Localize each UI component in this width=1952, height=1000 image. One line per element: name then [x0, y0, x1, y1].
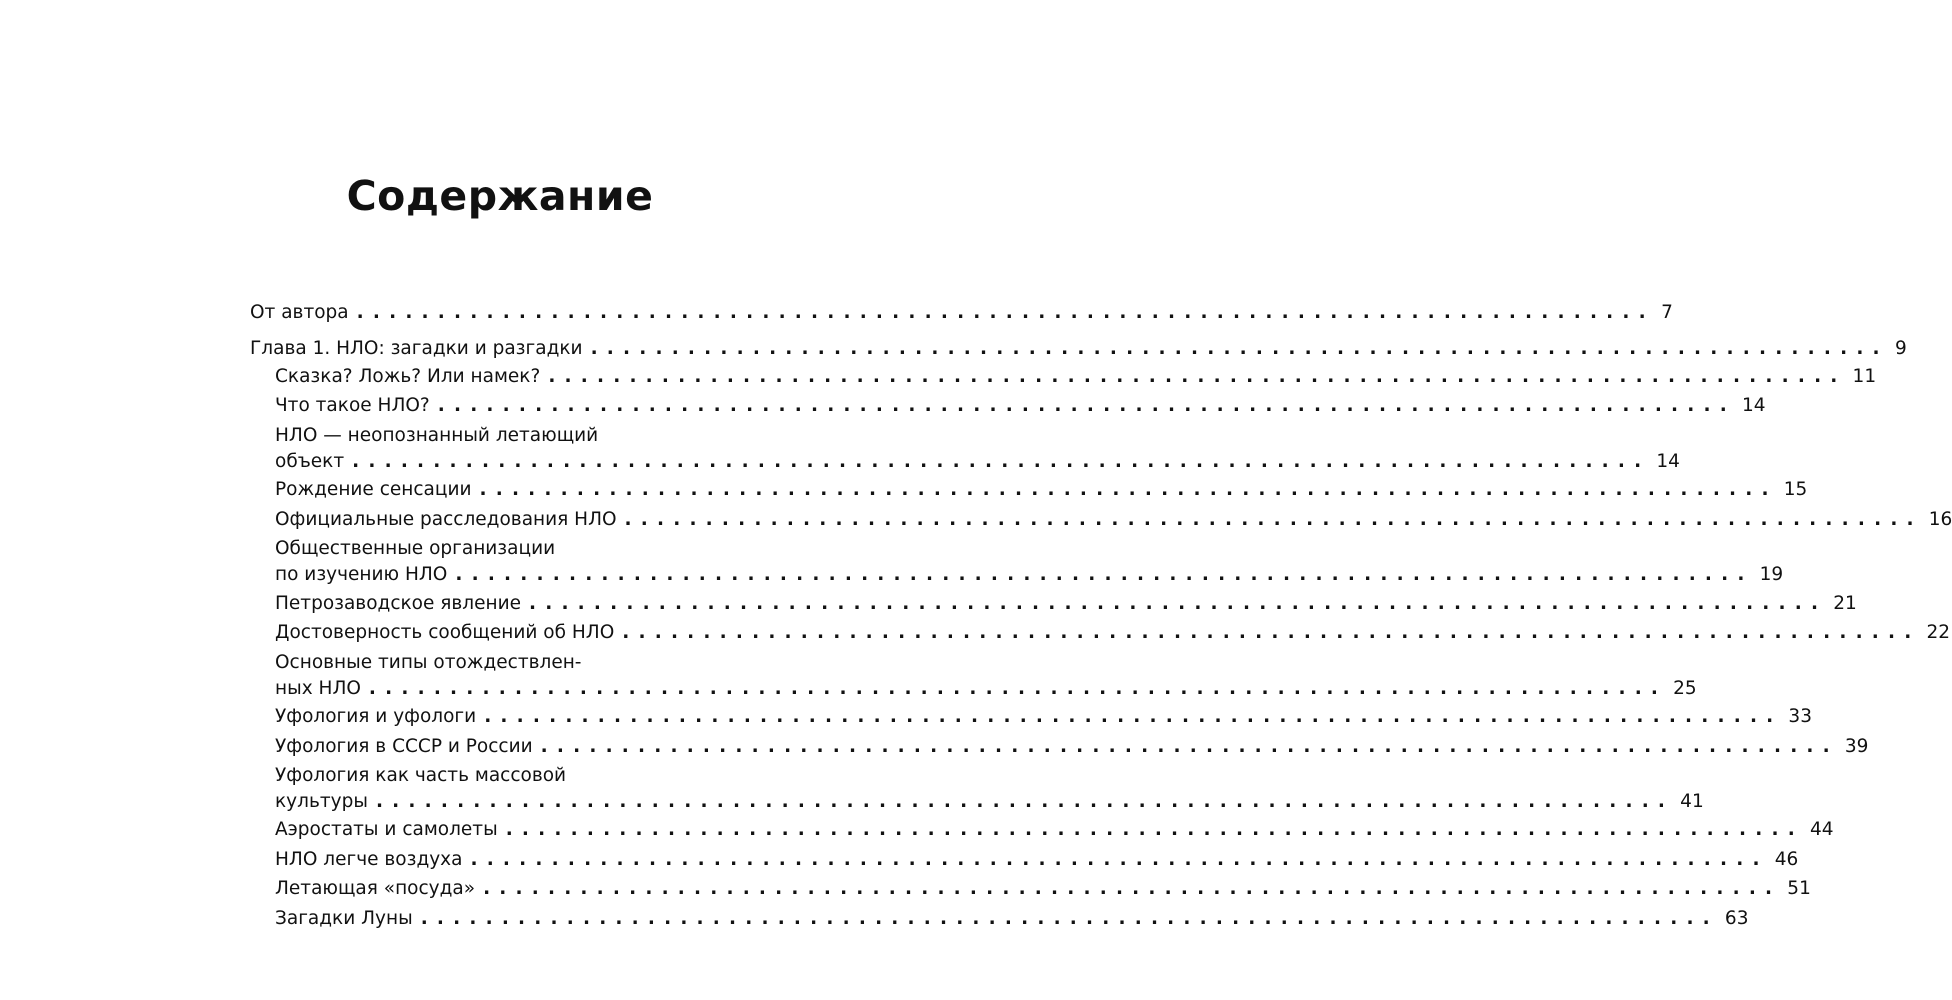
- toc-entry-title: по изучению НЛО: [275, 564, 448, 585]
- dot-leader: ................................................................................: [375, 791, 1675, 812]
- toc-page-number: 51: [1787, 878, 1811, 899]
- toc-page-number: 15: [1783, 479, 1808, 500]
- dot-leader: ................................................................................: [528, 593, 1828, 614]
- toc-entry-title: От автора: [250, 302, 349, 323]
- toc-entry-title: культуры: [275, 791, 368, 812]
- toc-entry-title-line: Основные типы отождествлен-: [275, 652, 582, 673]
- toc-entry-title: Достоверность сообщений об НЛО: [275, 622, 615, 643]
- dot-leader: ................................................................................: [540, 736, 1839, 757]
- toc-page-number: 9: [1895, 338, 1907, 359]
- toc-page-number: 39: [1844, 736, 1869, 757]
- toc-entry[interactable]: [275, 906, 1749, 932]
- toc-page-number: 33: [1788, 706, 1812, 727]
- toc-entry-title: Что такое НЛО?: [275, 395, 430, 416]
- dot-leader: ................................................................................: [356, 302, 1655, 323]
- toc-page-number: 16: [1928, 509, 1952, 530]
- toc-entry-title: Аэростаты и самолеты: [275, 819, 498, 840]
- dot-leader: ................................................................................: [624, 509, 1923, 530]
- toc-entry[interactable]: [275, 393, 1766, 419]
- toc-page-number: 44: [1809, 819, 1834, 840]
- dot-leader: ................................................................................: [470, 849, 1769, 870]
- toc-page-number: 7: [1661, 302, 1673, 323]
- toc-page-number: 22: [1926, 622, 1951, 643]
- toc-entry[interactable]: [275, 477, 1808, 503]
- toc-entry[interactable]: [275, 364, 1877, 390]
- dot-leader: ................................................................................: [455, 564, 1754, 585]
- toc-entry[interactable]: [275, 650, 1697, 702]
- toc-page-number: 14: [1656, 451, 1680, 472]
- toc-page-number: 14: [1741, 395, 1766, 416]
- toc-entry-title: Петрозаводское явление: [275, 593, 521, 614]
- toc-entry-title-line: НЛО — неопознанный летающий: [275, 425, 599, 446]
- toc-entry[interactable]: [275, 763, 1704, 815]
- toc-entry-title: Сказка? Ложь? Или намек?: [275, 366, 541, 387]
- toc-page-number: 63: [1724, 908, 1749, 929]
- toc-entry[interactable]: [250, 336, 1907, 362]
- toc-entry-title: Глава 1. НЛО: загадки и разгадки: [250, 338, 583, 359]
- toc-page-number: 41: [1680, 791, 1704, 812]
- toc-entry-title: ных НЛО: [275, 678, 361, 699]
- dot-leader: ................................................................................: [590, 338, 1889, 359]
- toc-entry-title: Официальные расследования НЛО: [275, 509, 617, 530]
- toc-entry-title: Уфология и уфологи: [275, 706, 477, 727]
- toc-page-number: 19: [1759, 564, 1784, 585]
- toc-entry-title: Рождение сенсации: [275, 479, 472, 500]
- toc-entry-title: Загадки Луны: [275, 908, 413, 929]
- toc-entry[interactable]: [275, 536, 1784, 588]
- toc-entry[interactable]: [275, 817, 1834, 843]
- toc-entry-title-line: Уфология как часть массовой: [275, 765, 567, 786]
- dot-leader: ................................................................................: [483, 878, 1782, 899]
- toc-entry[interactable]: [250, 300, 1673, 326]
- toc-entry-title: объект: [275, 451, 345, 472]
- toc-entry-title: Уфология в СССР и России: [275, 736, 533, 757]
- toc-entry-title: Летающая «посуда»: [275, 878, 476, 899]
- toc-page-number: 11: [1852, 366, 1877, 387]
- toc-entry[interactable]: [275, 734, 1869, 760]
- toc-entry[interactable]: [275, 704, 1812, 730]
- dot-leader: ................................................................................: [352, 451, 1651, 472]
- toc-entry-title-line: Общественные организации: [275, 538, 556, 559]
- dot-leader: ................................................................................: [505, 819, 1804, 840]
- toc-entry[interactable]: [275, 876, 1811, 902]
- toc-page-number: 46: [1774, 849, 1799, 870]
- toc-entry-title: НЛО легче воздуха: [275, 849, 463, 870]
- dot-leader: ................................................................................: [484, 706, 1783, 727]
- toc-entry[interactable]: [275, 847, 1799, 873]
- dot-leader: ................................................................................: [479, 479, 1778, 500]
- toc-page-number: 21: [1833, 593, 1857, 614]
- dot-leader: ................................................................................: [368, 678, 1668, 699]
- dot-leader: ................................................................................: [548, 366, 1847, 387]
- toc-entry[interactable]: [275, 423, 1680, 475]
- dot-leader: ................................................................................: [420, 908, 1719, 929]
- dot-leader: ................................................................................: [437, 395, 1736, 416]
- toc-page-number: 25: [1673, 678, 1697, 699]
- toc-entry[interactable]: [275, 507, 1952, 533]
- page-title: Содержание: [346, 172, 654, 220]
- toc-entry[interactable]: [275, 620, 1951, 646]
- dot-leader: ................................................................................: [622, 622, 1921, 643]
- table-of-contents: [250, 0, 1952, 1000]
- toc-entry[interactable]: [275, 591, 1857, 617]
